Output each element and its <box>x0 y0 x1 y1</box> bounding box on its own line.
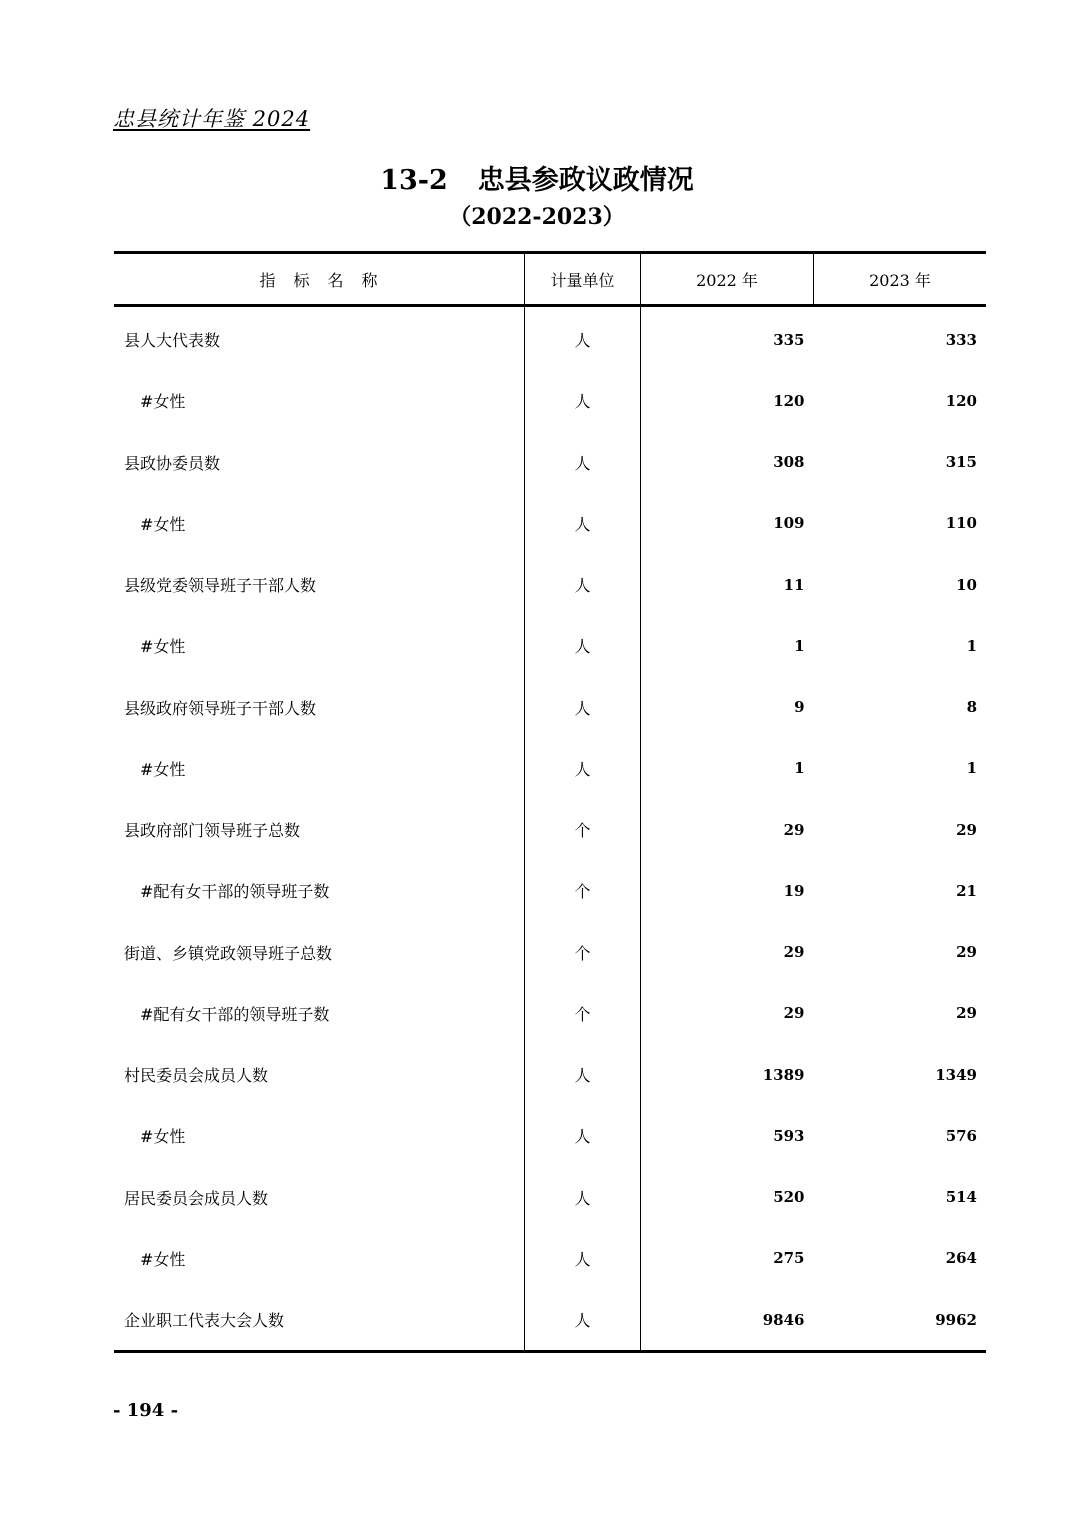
row-value-2022: 29 <box>783 820 805 839</box>
row-unit: 人 <box>525 493 641 554</box>
header-row <box>114 253 986 306</box>
row-value-2022: 1389 <box>762 1065 805 1084</box>
row-unit: 个 <box>525 799 641 860</box>
row-indicator-name: #女性 <box>114 1228 525 1289</box>
row-unit: 人 <box>525 554 641 615</box>
table-row <box>114 799 986 860</box>
row-value-2022: 1 <box>794 636 805 655</box>
table-row <box>114 432 986 493</box>
row-indicator-name: #配有女干部的领导班子数 <box>114 860 525 921</box>
row-indicator-name: 县级政府领导班子干部人数 <box>114 677 525 738</box>
row-indicator-name: 街道、乡镇党政领导班子总数 <box>114 922 525 983</box>
row-value-2022: 593 <box>773 1126 805 1145</box>
row-value-2023: 514 <box>945 1188 977 1207</box>
column-header-2023: 2023 年 <box>869 270 931 290</box>
table-row <box>114 922 986 983</box>
table-row <box>114 1044 986 1105</box>
row-indicator-name: #配有女干部的领导班子数 <box>114 983 525 1044</box>
row-unit: 个 <box>525 983 641 1044</box>
table-row <box>114 306 986 371</box>
row-indicator-name: 居民委员会成员人数 <box>114 1167 525 1228</box>
row-value-2023: 8 <box>966 698 977 717</box>
row-value-2023: 29 <box>956 820 977 839</box>
table-row <box>114 554 986 615</box>
page-number: - 194 - <box>113 1400 179 1421</box>
row-unit: 人 <box>525 432 641 493</box>
table-row <box>114 1167 986 1228</box>
table-code: 13-2 <box>380 165 448 196</box>
table-title <box>0 158 1074 197</box>
row-value-2023: 1 <box>966 759 977 778</box>
row-indicator-name: 县政府部门领导班子总数 <box>114 799 525 860</box>
row-unit: 人 <box>525 1289 641 1352</box>
row-indicator-name: #女性 <box>114 1105 525 1166</box>
row-value-2023: 333 <box>945 330 977 349</box>
table-title-text: 忠县参政议政情况 <box>477 165 694 196</box>
row-unit: 人 <box>525 677 641 738</box>
row-indicator-name: #女性 <box>114 738 525 799</box>
table-row <box>114 370 986 431</box>
row-value-2022: 9846 <box>762 1310 805 1329</box>
row-value-2022: 120 <box>773 391 805 410</box>
row-indicator-name: 村民委员会成员人数 <box>114 1044 525 1105</box>
row-value-2023: 10 <box>956 575 977 594</box>
row-value-2022: 308 <box>773 453 805 472</box>
row-value-2022: 19 <box>783 881 805 900</box>
row-unit: 人 <box>525 370 641 431</box>
row-indicator-name: #女性 <box>114 493 525 554</box>
row-value-2022: 335 <box>773 330 805 349</box>
row-indicator-name: 县政协委员数 <box>114 432 525 493</box>
row-value-2023: 110 <box>945 514 977 533</box>
column-header-2022: 2022 年 <box>641 253 814 306</box>
table-subtitle: （2022-2023） <box>449 204 625 230</box>
table-row <box>114 1289 986 1352</box>
row-value-2023: 29 <box>956 943 977 962</box>
row-value-2022: 29 <box>783 1004 805 1023</box>
table-row <box>114 677 986 738</box>
column-header-unit: 计量单位 <box>525 253 641 306</box>
table-row <box>114 615 986 676</box>
row-unit: 个 <box>525 922 641 983</box>
table-row <box>114 1228 986 1289</box>
row-value-2023: 264 <box>945 1249 977 1268</box>
book-title: 忠县统计年鉴 2024 <box>113 107 311 131</box>
row-unit: 个 <box>525 860 641 921</box>
row-value-2022: 9 <box>794 698 805 717</box>
row-value-2023: 9962 <box>935 1310 977 1329</box>
table-row <box>114 860 986 921</box>
row-value-2023: 315 <box>945 453 977 472</box>
row-unit: 人 <box>525 738 641 799</box>
row-indicator-name: 企业职工代表大会人数 <box>114 1289 525 1352</box>
row-unit: 人 <box>525 1044 641 1105</box>
row-value-2022: 29 <box>783 943 805 962</box>
row-value-2023: 1 <box>966 636 977 655</box>
row-value-2022: 520 <box>773 1188 805 1207</box>
table-row <box>114 1105 986 1166</box>
row-value-2023: 29 <box>956 1004 977 1023</box>
row-indicator-name: 县人大代表数 <box>114 306 525 371</box>
table-row <box>114 738 986 799</box>
row-value-2022: 1 <box>794 759 805 778</box>
row-unit: 人 <box>525 306 641 371</box>
row-indicator-name: #女性 <box>114 370 525 431</box>
row-value-2023: 120 <box>945 391 977 410</box>
row-value-2023: 576 <box>945 1126 977 1145</box>
row-unit: 人 <box>525 1228 641 1289</box>
row-value-2022: 11 <box>783 575 805 594</box>
row-value-2023: 21 <box>956 881 977 900</box>
table-body <box>114 306 986 1352</box>
table-row <box>114 493 986 554</box>
statistics-table <box>114 251 986 1353</box>
row-unit: 人 <box>525 615 641 676</box>
row-indicator-name: 县级党委领导班子干部人数 <box>114 554 525 615</box>
column-header-name: 指标名称 <box>114 253 525 306</box>
row-unit: 人 <box>525 1105 641 1166</box>
table-row <box>114 983 986 1044</box>
table-header <box>114 253 986 306</box>
row-value-2022: 109 <box>773 514 805 533</box>
row-value-2022: 275 <box>773 1249 805 1268</box>
row-value-2023: 1349 <box>935 1065 977 1084</box>
row-unit: 人 <box>525 1167 641 1228</box>
row-indicator-name: #女性 <box>114 615 525 676</box>
